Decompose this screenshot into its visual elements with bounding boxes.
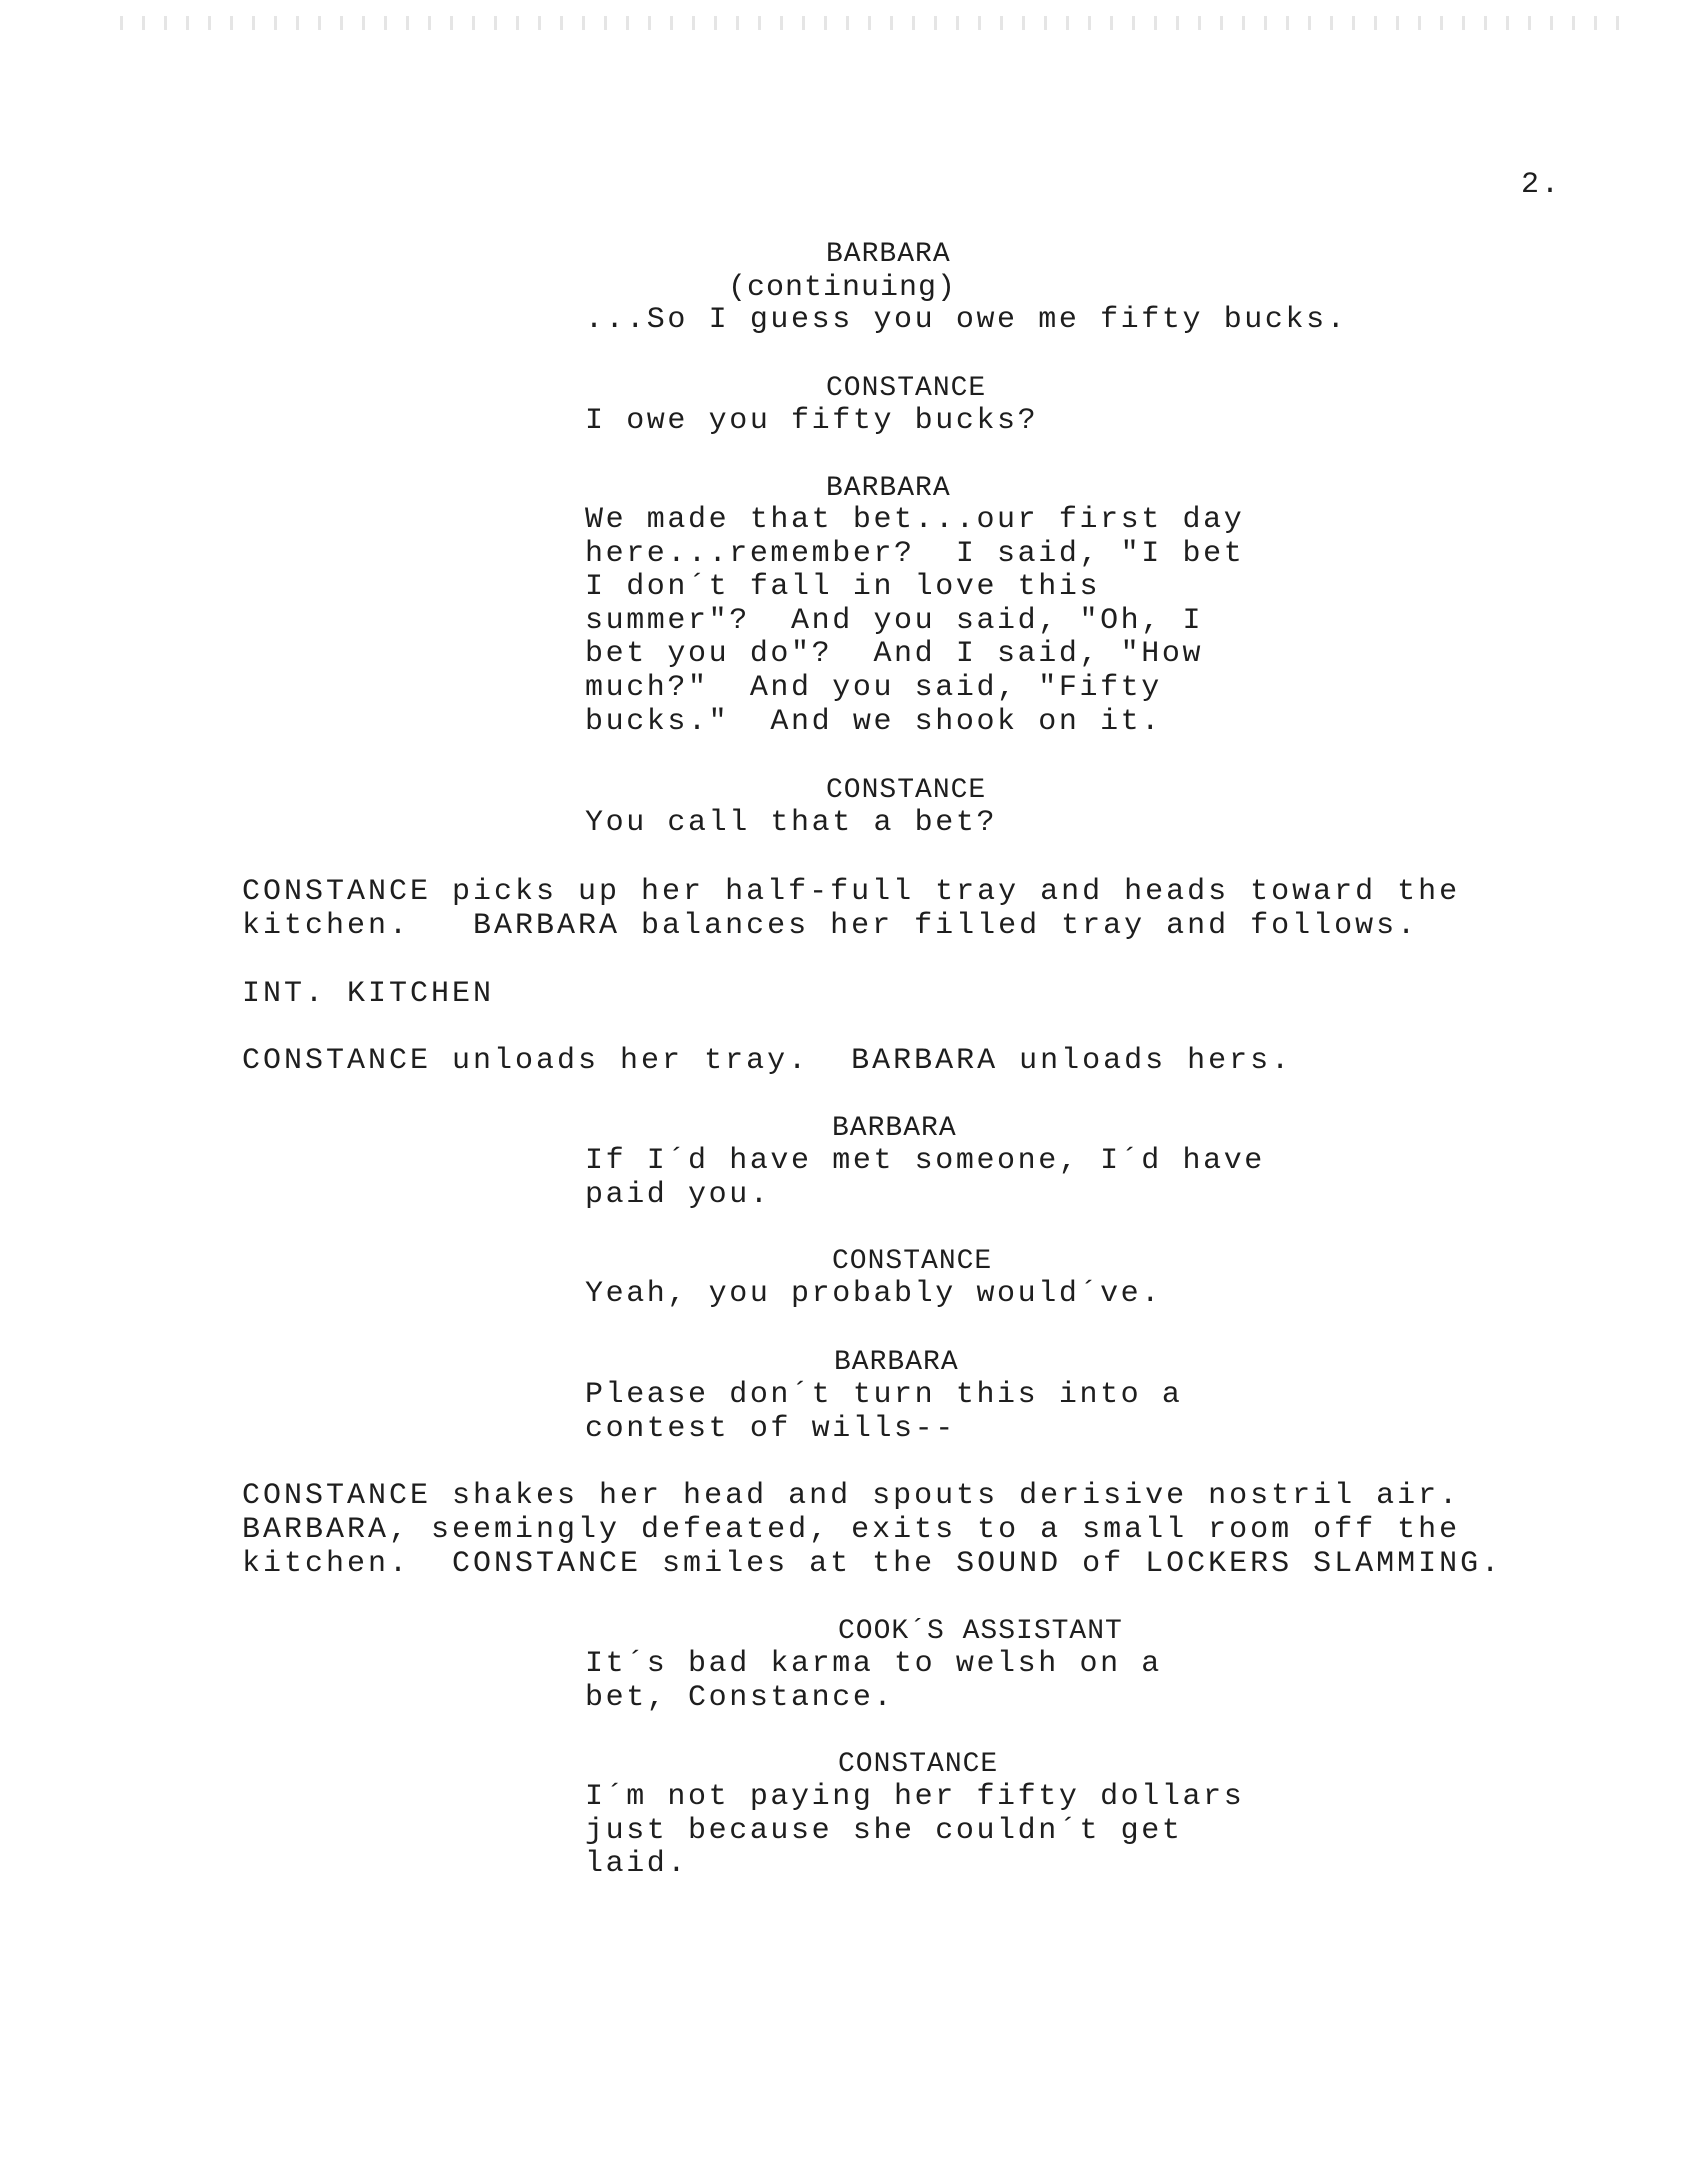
dialogue-block: Yeah, you probably would´ve. [585,1277,1162,1311]
action-block: CONSTANCE shakes her head and spouts derisive nostril air. BARBARA, seemingly defeated, exits to a small room off the kitchen. CONSTANCE smiles at the SOUND of LOCKERS SLAMMING. [242,1479,1503,1581]
scene-heading: INT. KITCHEN [242,977,495,1011]
parenthetical: (continuing) [728,271,957,305]
dialogue-block: You call that a bet? [585,806,998,840]
character-cue: CONSTANCE [832,1246,993,1277]
dialogue-block: I´m not paying her fifty dollars just because she couldn´t get laid. [585,1780,1245,1882]
dialogue-block: Please don´t turn this into a contest of wills-- [585,1378,1183,1446]
character-cue: BARBARA [826,239,951,270]
action-block: CONSTANCE picks up her half-full tray and heads toward the kitchen. BARBARA balances her filled tray and follows. [242,875,1461,943]
action-block: CONSTANCE unloads her tray. BARBARA unloads hers. [242,1044,1293,1078]
dialogue-block: If I´d have met someone, I´d have paid you. [585,1144,1265,1212]
scan-artifact-strip [120,16,1620,30]
character-cue: CONSTANCE [838,1749,999,1780]
page-number: 2. [1521,168,1562,202]
dialogue-block: We made that bet...our first day here...remember? I said, "I bet I don´t fall in love this summer"? And you said, "Oh, I bet you do"? And I said, "How much?" And you said, "Fifty bucks." And we shook on it. [585,503,1245,739]
character-cue: COOK´S ASSISTANT [838,1616,1123,1647]
dialogue-block: It´s bad karma to welsh on a bet, Constance. [585,1647,1162,1715]
dialogue-block: ...So I guess you owe me fifty bucks. [585,303,1348,337]
character-cue: BARBARA [834,1347,959,1378]
character-cue: CONSTANCE [826,373,987,404]
character-cue: BARBARA [832,1113,957,1144]
character-cue: BARBARA [826,473,951,504]
dialogue-block: I owe you fifty bucks? [585,404,1039,438]
character-cue: CONSTANCE [826,775,987,806]
